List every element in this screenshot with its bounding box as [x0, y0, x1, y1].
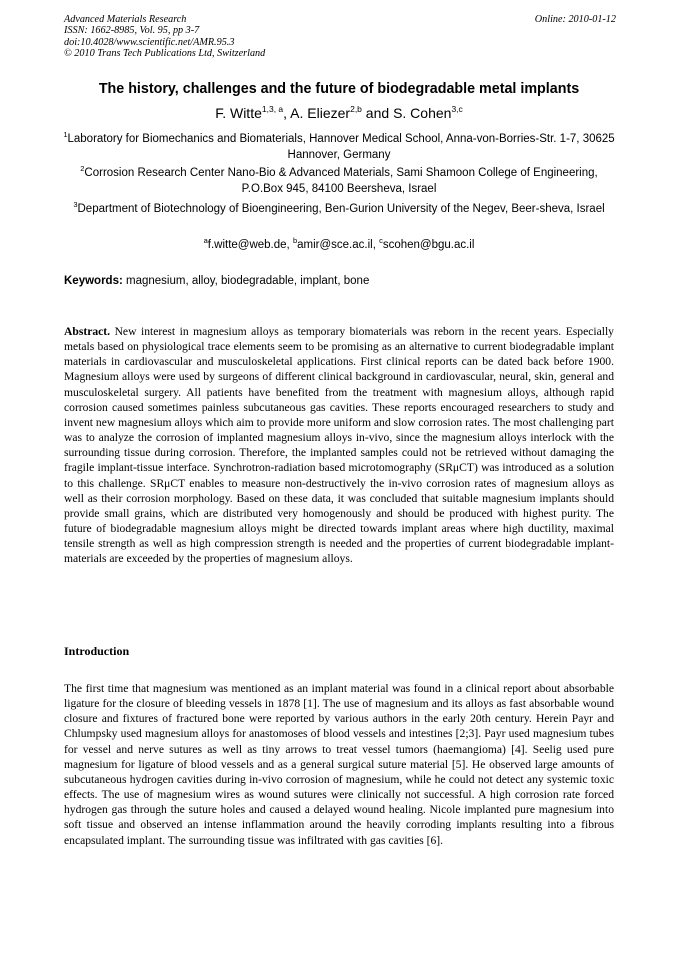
author-superscript: 2,b	[350, 104, 362, 114]
issn-line: ISSN: 1662-8985, Vol. 95, pp 3-7	[64, 25, 200, 37]
email-superscript: c	[379, 236, 383, 245]
author-name: F. Witte	[215, 105, 262, 121]
affiliation	[60, 165, 618, 197]
email-line: $^a$f.witte@web.de, $^b$amir@sce.ac.il, $^c$scohen@bgu.ac.il	[203, 236, 475, 251]
abstract-text: New interest in magnesium alloys as temporary biomaterials was reborn in the recent years. Especially metals based on physiological trace elements seem to be promising as an alternative to current biodegradable implant materials in cardiovascular and musculoskeletal applications. First clinical reports can be dated back before 1900. Magnesium alloys were used by surgeons of different clinical background in cardiovascular, neural, skin, general and musculoskeletal surgery. All patients have benefited from the treatment with magnesium alloys, although rapid corrosion caused sometimes painless subcutaneous gas cavities. These reports encouraged researchers to study and invent new magnesium alloys which aim to provide more uniform and slow corrosion rates. The most challenging part was to analyze the corrosion of implanted magnesium alloys in-vivo, since the magnesium alloys interlock with the surrounding tissue during corrosion. Therefore, the implanted samples could not be retrieved without damaging the fragile implant-tissue interface. Synchrotron-radiation based microtomography (SRμCT) was introduced as a solution to this challenge. SRμCT enables to measure non-destructively the in-vivo corrosion rates of magnesium alloys as well as their corrosion morphology. Based on these data, it was concluded that suitable magnesium implants should provide small grains, which are distributed very homogenously and should be produced with highest purity. The future of biodegradable magnesium alloys might be directed towards implant areas where high ductility, maximal tensile strength as well as high compression strength is needed and the properties of current biodegradable implant-materials are exceeded by the properties of magnesium alloys.	[64, 325, 614, 566]
abstract-label: Abstract.	[64, 325, 111, 338]
email-superscript: a	[203, 236, 208, 245]
introduction-paragraph: The first time that magnesium was mentioned as an implant material was found in a clinical report about absorbable ligature for the closure of bleeding vessels in 1878 [1]. The use of magnesium and its alloys as fast absorbable wound closure and fixtures of fractured bone were reported by various authors in the early 20th century. Herein Payr and Chlumpsky used magnesium alloys for anastomoses of blood vessels and intestines [2;3]. Payr used magnesium tubes for vessel and nerve sutures as well as tiny arrows to treat vessel tumors (haemangioma) [4]. Seelig used pure magnesium for ligature of blood vessels and as a general surgical suture material [5]. He observed large amounts of subcutaneous hydrogen cavities during in-vivo corrosion of magnesium, while he could not detect any systemic toxic effects. The use of magnesium wires as wound sutures were clinically not successful. A high corrosion rate forced hydrogen gas through the suture holes and caused a delayed wound healing. Nicole implanted pure magnesium into soft tissue and observed an intense inflammation around the heavily corroding implants resulting into a fibrous encapsulated implant. The surrounding tissue was infiltrated with gas cavities [6].	[64, 682, 614, 847]
affiliation-superscript: 3	[73, 200, 78, 209]
keywords-label: Keywords:	[64, 275, 123, 287]
affiliation-text: Corrosion Research Center Nano-Bio & Advanced Materials, Sami Shamoon College of Engineering, P.O.Box 945, 84100 Beersheva, Israel	[84, 167, 598, 195]
email-address: amir@sce.ac.il	[297, 239, 373, 251]
paper-title: The history, challenges and the future of biodegradable metal implants	[98, 81, 580, 97]
author-name: A. Eliezer	[290, 105, 351, 121]
author-list: F. Witte$^{1,3, a}$, A. Eliezer$^{2,b}$ and S. Cohen$^{3,c}$	[215, 104, 463, 121]
abstract-paragraph	[64, 324, 614, 567]
author-superscript: 3,c	[451, 104, 463, 114]
copyright-line: © 2010 Trans Tech Publications Ltd, Switzerland	[64, 48, 266, 60]
online-date: Online: 2010-01-12	[534, 14, 616, 25]
affiliation	[60, 201, 618, 217]
keywords-text: magnesium, alloy, biodegradable, implant, bone	[126, 275, 370, 287]
email-address: scohen@bgu.ac.il	[382, 239, 475, 251]
email-superscript: b	[292, 236, 298, 245]
journal-name: Advanced Materials Research	[64, 14, 187, 25]
author-superscript: 1,3, a	[261, 104, 284, 114]
journal-header	[64, 14, 616, 60]
affiliation-text: Laboratory for Biomechanics and Biomaterials, Hannover Medical School, Anna-von-Borries-Str. 1-7, 30625 Hannover, Germany	[67, 133, 615, 161]
section-heading: Introduction	[64, 644, 130, 658]
keywords	[64, 273, 616, 289]
affiliation-superscript: 2	[80, 164, 85, 173]
doi-line: doi:10.4028/www.scientific.net/AMR.95.3	[64, 36, 235, 48]
affiliation-text: Department of Biotechnology of Bioengineering, Ben-Gurion University of the Negev, Beer-sheva, Israel	[77, 203, 605, 215]
affiliation	[60, 131, 618, 163]
affiliation-superscript: 1	[63, 130, 68, 139]
author-name: S. Cohen	[393, 105, 452, 121]
email-address: f.witte@web.de	[207, 239, 287, 251]
